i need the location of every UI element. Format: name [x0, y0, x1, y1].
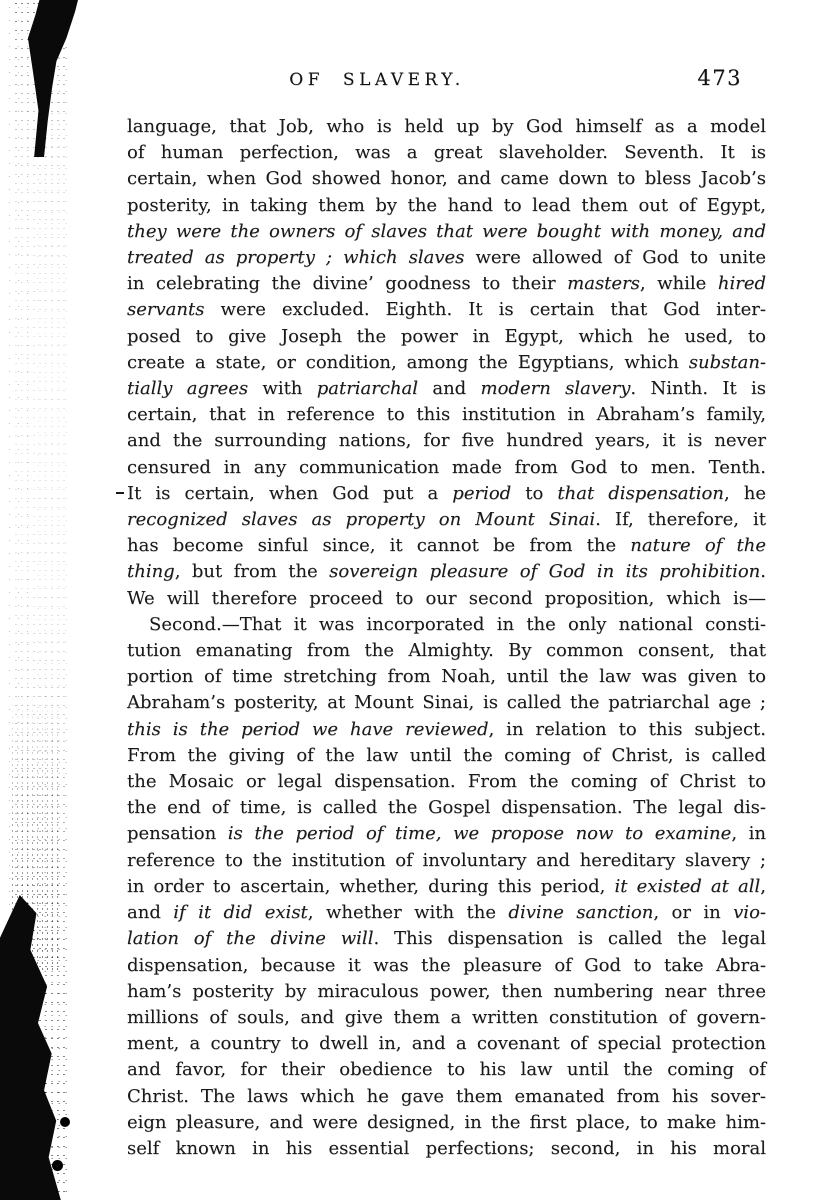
plain-text: posterity, in taking them by the hand to lead them out of Egypt,: [127, 194, 766, 216]
plain-text: We will therefore proceed to our second proposition, which is—: [127, 587, 766, 609]
italic-text: recognized slaves as property on Mount Sinai: [127, 509, 596, 531]
text-line: [127, 690, 766, 716]
italic-text: masters: [567, 273, 640, 295]
plain-text: dispensation, because it was the pleasure of God to take Abra-: [127, 954, 766, 976]
text-line: [127, 219, 766, 245]
plain-text: and: [127, 902, 174, 924]
plain-text: .: [760, 561, 767, 583]
text-line: [127, 245, 766, 271]
text-line: [127, 455, 766, 481]
plain-text: and the surrounding nations, for five hundred years, it is never: [127, 430, 766, 452]
text-line: [127, 769, 766, 795]
plain-text: and: [418, 378, 481, 400]
plain-text: and favor, for their obedience to his law until the coming of: [127, 1059, 766, 1081]
plain-text: certain, when God showed honor, and came down to bless Jacob’s: [127, 168, 766, 190]
text-line: [127, 324, 766, 350]
text-line: [127, 874, 766, 900]
plain-text: pensation: [127, 823, 228, 845]
plain-text: has become sinful since, it cannot be from the: [127, 535, 631, 557]
text-line: [127, 900, 766, 926]
text-line: [127, 926, 766, 952]
plain-text: the end of time, is called the Gospel dispensation. The legal dis-: [127, 797, 766, 819]
plain-text: , in relation to this subject.: [488, 718, 767, 740]
text-line: [127, 402, 766, 428]
text-line: [127, 376, 766, 402]
stray-mark: [116, 492, 124, 494]
text-line: [127, 848, 766, 874]
plain-text: Second.—That it was incorporated in the only national consti-: [149, 613, 766, 635]
plain-text: in celebrating the divine’ goodness to their: [127, 273, 568, 295]
text-line: [127, 193, 766, 219]
italic-text: thing: [127, 561, 175, 583]
text-line: [127, 140, 766, 166]
italic-text: this is the period we have reviewed: [127, 718, 489, 740]
text-line: [127, 717, 766, 743]
text-line: [127, 1136, 766, 1162]
plain-text: were excluded. Eighth. It is certain that God inter-: [204, 299, 766, 321]
plain-text: , but from the: [174, 561, 330, 583]
plain-text: the Mosaic or legal dispensation. From the coming of Christ to: [127, 771, 766, 793]
text-line: [127, 271, 766, 297]
text-line: [127, 638, 766, 664]
text-line: [127, 1084, 766, 1110]
text-line: [127, 507, 766, 533]
plain-text: posed to give Joseph the power in Egypt, which he used, to: [127, 325, 766, 347]
plain-text: tution emanating from the Almighty. By common consent, that: [127, 640, 766, 662]
plain-text: eign pleasure, and were designed, in the first place, to make him-: [127, 1111, 766, 1133]
plain-text: in order to ascertain, whether, during this period,: [127, 875, 615, 897]
text-line: [127, 979, 766, 1005]
text-line: [127, 953, 766, 979]
plain-text: . If, therefore, it: [595, 509, 766, 531]
plain-text: reference to the institution of involuntary and hereditary slavery ;: [127, 849, 766, 871]
text-line: [127, 428, 766, 454]
plain-text: millions of souls, and give them a written constitution of govern-: [127, 1006, 766, 1028]
plain-text: . Ninth. It is: [630, 378, 767, 400]
plain-text: Christ. The laws which he gave them emanated from his sover-: [127, 1085, 766, 1107]
plain-text: , whether with the: [307, 902, 509, 924]
italic-text: is the period of time, we propose now to examine: [227, 823, 732, 845]
plain-text: certain, that in reference to this institution in Abraham’s family,: [127, 404, 766, 426]
text-line: [127, 559, 766, 585]
ink-dot: [60, 1117, 70, 1127]
plain-text: . This dispensation is called the legal: [373, 928, 766, 950]
plain-text: , or in: [653, 902, 734, 924]
italic-text: nature of the: [630, 535, 766, 557]
italic-text: hired: [717, 273, 766, 295]
text-line: [127, 114, 766, 140]
text-line: [127, 1005, 766, 1031]
ink-dot: [52, 1160, 63, 1171]
text-line: [127, 664, 766, 690]
plain-text: with: [248, 378, 317, 400]
italic-text: patriarchal: [316, 378, 419, 400]
plain-text: of human perfection, was a great slaveholder. Seventh. It is: [127, 142, 766, 164]
plain-text: ,: [760, 875, 766, 897]
plain-text: censured in any communication made from God to men. Tenth.: [127, 456, 766, 478]
italic-text: that dispensation: [557, 482, 724, 504]
plain-text: It is certain, when God put a: [127, 482, 453, 504]
plain-text: self known in his essential perfections; second, in his moral: [127, 1137, 766, 1159]
text-line: [127, 297, 766, 323]
text-line: [127, 1110, 766, 1136]
text-line: [127, 612, 766, 638]
italic-text: it existed at all: [614, 875, 761, 897]
running-title: OF SLAVERY.: [289, 70, 465, 90]
plain-text: were allowed of God to unite: [464, 247, 766, 269]
plain-text: ham’s posterity by miraculous power, then numbering near three: [127, 980, 766, 1002]
italic-text: if it did exist: [173, 902, 308, 924]
plain-text: , while: [639, 273, 718, 295]
italic-text: period: [452, 482, 512, 504]
plain-text: to: [511, 482, 558, 504]
italic-text: modern slavery: [480, 378, 631, 400]
plain-text: , in: [731, 823, 766, 845]
plain-text: From the giving of the law until the coming of Christ, is called: [127, 744, 766, 766]
italic-text: vio-: [733, 902, 766, 924]
text-line: [127, 166, 766, 192]
plain-text: create a state, or condition, among the Egyptians, which: [127, 351, 689, 373]
text-line: [127, 795, 766, 821]
text-line: [127, 821, 766, 847]
scan-noise-band: [34, 0, 68, 1200]
plain-text: Abraham’s posterity, at Mount Sinai, is called the patriarchal age ;: [127, 692, 766, 714]
text-line: [127, 743, 766, 769]
italic-text: treated as property ; which slaves: [127, 247, 465, 269]
italic-text: divine sanction: [508, 902, 654, 924]
text-line: [127, 586, 766, 612]
plain-text: language, that Job, who is held up by God himself as a model: [127, 116, 766, 137]
italic-text: sovereign pleasure of God in its prohibition: [329, 561, 761, 583]
text-line: [127, 350, 766, 376]
body-text: [127, 114, 766, 1162]
page-number: 473: [697, 66, 742, 90]
plain-text: ment, a country to dwell in, and a covenant of special protection: [127, 1033, 766, 1055]
italic-text: servants: [127, 299, 205, 321]
plain-text: , he: [723, 482, 767, 504]
plain-text: portion of time stretching from Noah, until the law was given to: [127, 666, 766, 688]
text-line: [127, 1031, 766, 1057]
ink-blob-top: [18, 0, 80, 157]
italic-text: tially agrees: [127, 378, 249, 400]
text-line: [127, 533, 766, 559]
text-line: [127, 481, 766, 507]
text-line: [127, 1057, 766, 1083]
italic-text: they were the owners of slaves that were bought with money, and: [127, 220, 766, 242]
italic-text: lation of the divine will: [127, 928, 374, 950]
italic-text: substan-: [688, 351, 766, 373]
